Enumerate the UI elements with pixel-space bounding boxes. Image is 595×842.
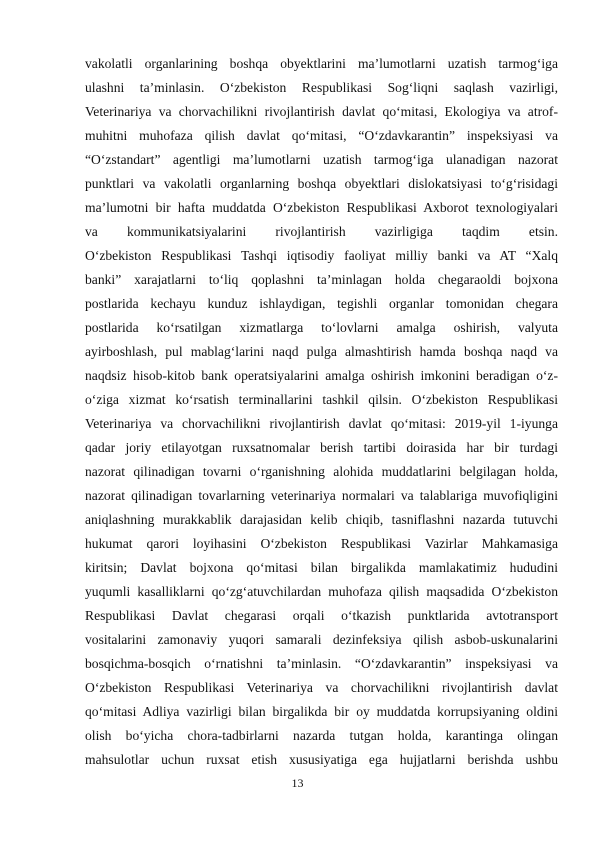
body-text-line: nazorat qilinadigan tovarlarning veterinariya normalari va talablariga muvofiqligini [85,488,558,503]
body-text-line: qo‘mitasi Adliya vazirligi bilan birgalikda bir oy muddatda korrupsiyaning oldini [85,704,558,719]
body-text-line: postlarida kechayu kunduz ishlaydigan, tegishli organlar tomonidan chegara [85,296,558,311]
body-text-line: qadar joriy etilayotgan ruxsatnomalar berish tartibi doirasida har bir turdagi [85,440,558,455]
body-text-line: O‘zbekiston Respublikasi Veterinariya va chorvachilikni rivojlantirish davlat [85,680,558,695]
body-text-line: punktlari va vakolatli organlarning boshqa obyektlari dislokatsiyasi to‘g‘risidagi [85,176,558,191]
body-text-line: Veterinariya va chorvachilikni rivojlantirish davlat qo‘mitasi, Ekologiya va atrof- [85,104,558,119]
body-text-line: naqdsiz hisob-kitob bank operatsiyalarini amalga oshirish imkonini beradigan o‘z- [85,368,558,383]
body-text-line: Respublikasi Davlat chegarasi orqali o‘tkazish punktlarida avtotransport [85,608,558,623]
body-text-line: va kommunikatsiyalarini rivojlantirish vazirligiga taqdim etsin. [85,224,558,239]
body-text-line: ayirboshlash, pul mablag‘larini naqd pulga almashtirish hamda boshqa naqd va [85,344,558,359]
body-text-line: ma’lumotni bir hafta muddatda O‘zbekiston Respublikasi Axborot texnologiyalari [85,200,558,215]
body-text-line: muhitni muhofaza qilish davlat qo‘mitasi, “O‘zdavkarantin” inspeksiyasi va [85,128,558,143]
body-text-line: O‘zbekiston Respublikasi Tashqi iqtisodiy faoliyat milliy banki va AT “Xalq [85,248,558,263]
body-text-line: olish bo‘yicha chora-tadbirlarni nazarda tutgan holda, karantinga olingan [85,728,558,743]
body-text-line: “O‘zstandart” agentligi ma’lumotlarni uzatish tarmog‘iga ulanadigan nazorat [85,152,558,167]
body-text-line: Veterinariya va chorvachilikni rivojlantirish davlat qo‘mitasi: 2019-yil 1-iyunga [85,416,558,431]
body-text-line: nazorat qilinadigan tovarni o‘rganishning alohida muddatlarini belgilagan holda, [85,464,558,479]
body-text-line: banki” xarajatlarni to‘liq qoplashni ta’minlagan holda chegaraoldi bojxona [85,272,558,287]
body-text-line: ulashni ta’minlasin. O‘zbekiston Respublikasi Sog‘liqni saqlash vazirligi, [85,80,558,95]
body-text-line: hukumat qarori loyihasini O‘zbekiston Respublikasi Vazirlar Mahkamasiga [85,536,558,551]
body-text-line: vositalarini zamonaviy yuqori samarali dezinfeksiya qilish asbob-uskunalarini [85,632,558,647]
body-text-line: bosqichma-bosqich o‘rnatishni ta’minlasin. “O‘zdavkarantin” inspeksiyasi va [85,656,558,671]
body-text-line: o‘ziga xizmat ko‘rsatish terminallarini tashkil qilsin. O‘zbekiston Respublikasi [85,392,558,407]
body-text-line: yuqumli kasalliklarni qo‘zg‘atuvchilardan muhofaza qilish maqsadida O‘zbekiston [85,584,558,599]
page-number: 13 [291,776,304,790]
body-text-line: mahsulotlar uchun ruxsat etish xususiyatiga ega hujjatlarni berishda ushbu [85,752,558,767]
body-text-line: vakolatli organlarining boshqa obyektlarini ma’lumotlarni uzatish tarmog‘iga [85,56,558,71]
body-text-line: aniqlashning murakkablik darajasidan kelib chiqib, tasniflashni nazarda tutuvchi [85,512,558,527]
body-text-line: postlarida ko‘rsatilgan xizmatlarga to‘lovlarni amalga oshirish, valyuta [85,320,558,335]
body-text-line: kiritsin; Davlat bojxona qo‘mitasi bilan birgalikda mamlakatimiz hududini [85,560,558,575]
